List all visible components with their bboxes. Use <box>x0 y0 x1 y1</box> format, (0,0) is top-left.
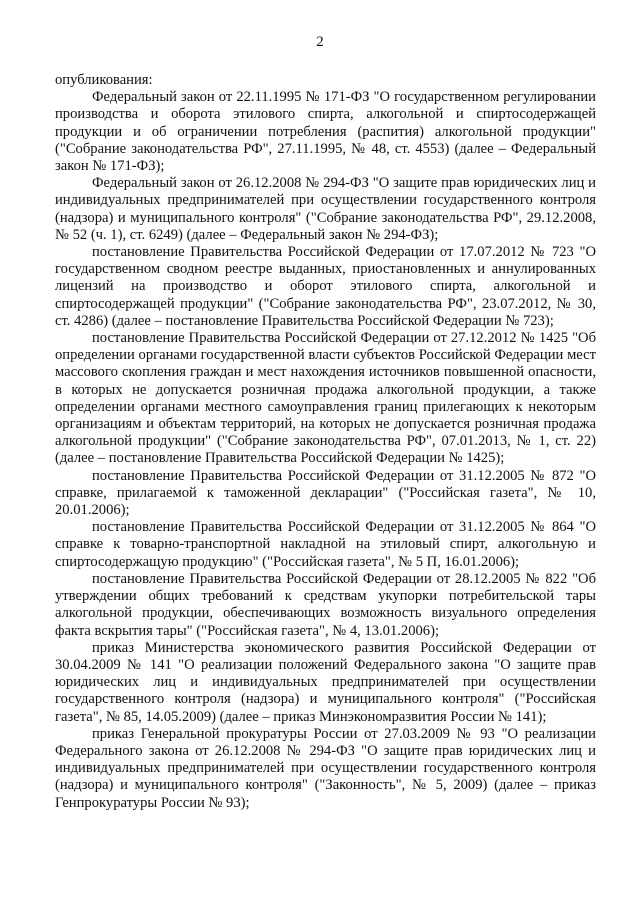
paragraph-resolution-822: постановление Правительства Российской Федерации от 28.12.2005 № 822 "Об утверждении общих требований к средствам укупорки потребительской тары алкогольной продукции, обеспечивающих возможность визуального определения факта вскрытия тары" ("Российская газета", № 4, 13.01.2006); <box>55 570 596 639</box>
page-number: 2 <box>316 34 324 50</box>
paragraph-resolution-872: постановление Правительства Российской Федерации от 31.12.2005 № 872 "О справке, прилагаемой к таможенной декларации" ("Российская газета", № 10, 20.01.2006); <box>55 467 596 519</box>
paragraph-resolution-864: постановление Правительства Российской Федерации от 31.12.2005 № 864 "О справке к товарно-транспортной накладной на этиловый спирт, алкогольную и спиртосодержащую продукцию" ("Российская газета", № 5 П, 16.01.2006); <box>55 519 596 570</box>
paragraph-federal-law-171: Федеральный закон от 22.11.1995 № 171-ФЗ "О государственном регулировании производства и оборота этилового спирта, алкогольной и спиртосодержащей продукции и об ограничении потребления (распития) алкогольной продукции" ("Собрание законодательства РФ", 27.11.1995, № 48, ст. 4553) (далее – Федеральный закон № 171-ФЗ); <box>55 89 596 175</box>
paragraph-order-141: приказ Министерства экономического развития Российской Федерации от 30.04.2009 № 141 "О реализации положений Федерального закона "О защите прав юридических лиц и индивидуальных предпринимателей при осуществлении государственного контроля (надзора) и муниципального контроля" ("Российская газета", № 85, 14.05.2009) (далее – приказ Минэкономразвития России № 141); <box>55 639 596 725</box>
paragraph-resolution-723: постановление Правительства Российской Федерации от 17.07.2012 № 723 "О государственном сводном реестре выданных, приостановленных и аннулированных лицензий на производство и оборот этилового спирта, алкогольной и спиртосодержащей продукции" ("Собрание законодательства РФ", 23.07.2012, № 30, ст. 4286) (далее – постановление Правительства Российской Федерации № 723); <box>55 244 596 329</box>
paragraph-federal-law-294: Федеральный закон от 26.12.2008 № 294-ФЗ "О защите прав юридических лиц и индивидуальных предпринимателей при осуществлении государственного контроля (надзора) и муниципального контроля" ("Собрание законодательства РФ", 29.12.2008, № 52 (ч. 1), ст. 6249) (далее – Федеральный закон № 294-ФЗ); <box>55 175 596 243</box>
paragraph-continuation: опубликования: <box>55 72 153 88</box>
document-body <box>55 72 596 812</box>
paragraph-resolution-1425: постановление Правительства Российской Федерации от 27.12.2012 № 1425 "Об определении органами государственной власти субъектов Российской Федерации мест массового скопления граждан и мест нахождения источников повышенной опасности, в которых не допускается розничная продажа алкогольной продукции, а также определении органами местного самоуправления границ прилегающих к некоторым организациям и объектам территорий, на которых не допускается розничная продажа алкогольной продукции" ("Собрание законодательства РФ", 07.01.2013, № 1, ст. 22) (далее – постановление Правительства Российской Федерации № 1425); <box>55 330 596 467</box>
paragraph-order-93: приказ Генеральной прокуратуры России от 27.03.2009 № 93 "О реализации Федерального закона от 26.12.2008 № 294-ФЗ "О защите прав юридических лиц и индивидуальных предпринимателей при осуществлении государственного контроля (надзора) и муниципального контроля" ("Законность", № 5, 2009) (далее – приказ Генпрокуратуры России № 93); <box>55 725 596 811</box>
